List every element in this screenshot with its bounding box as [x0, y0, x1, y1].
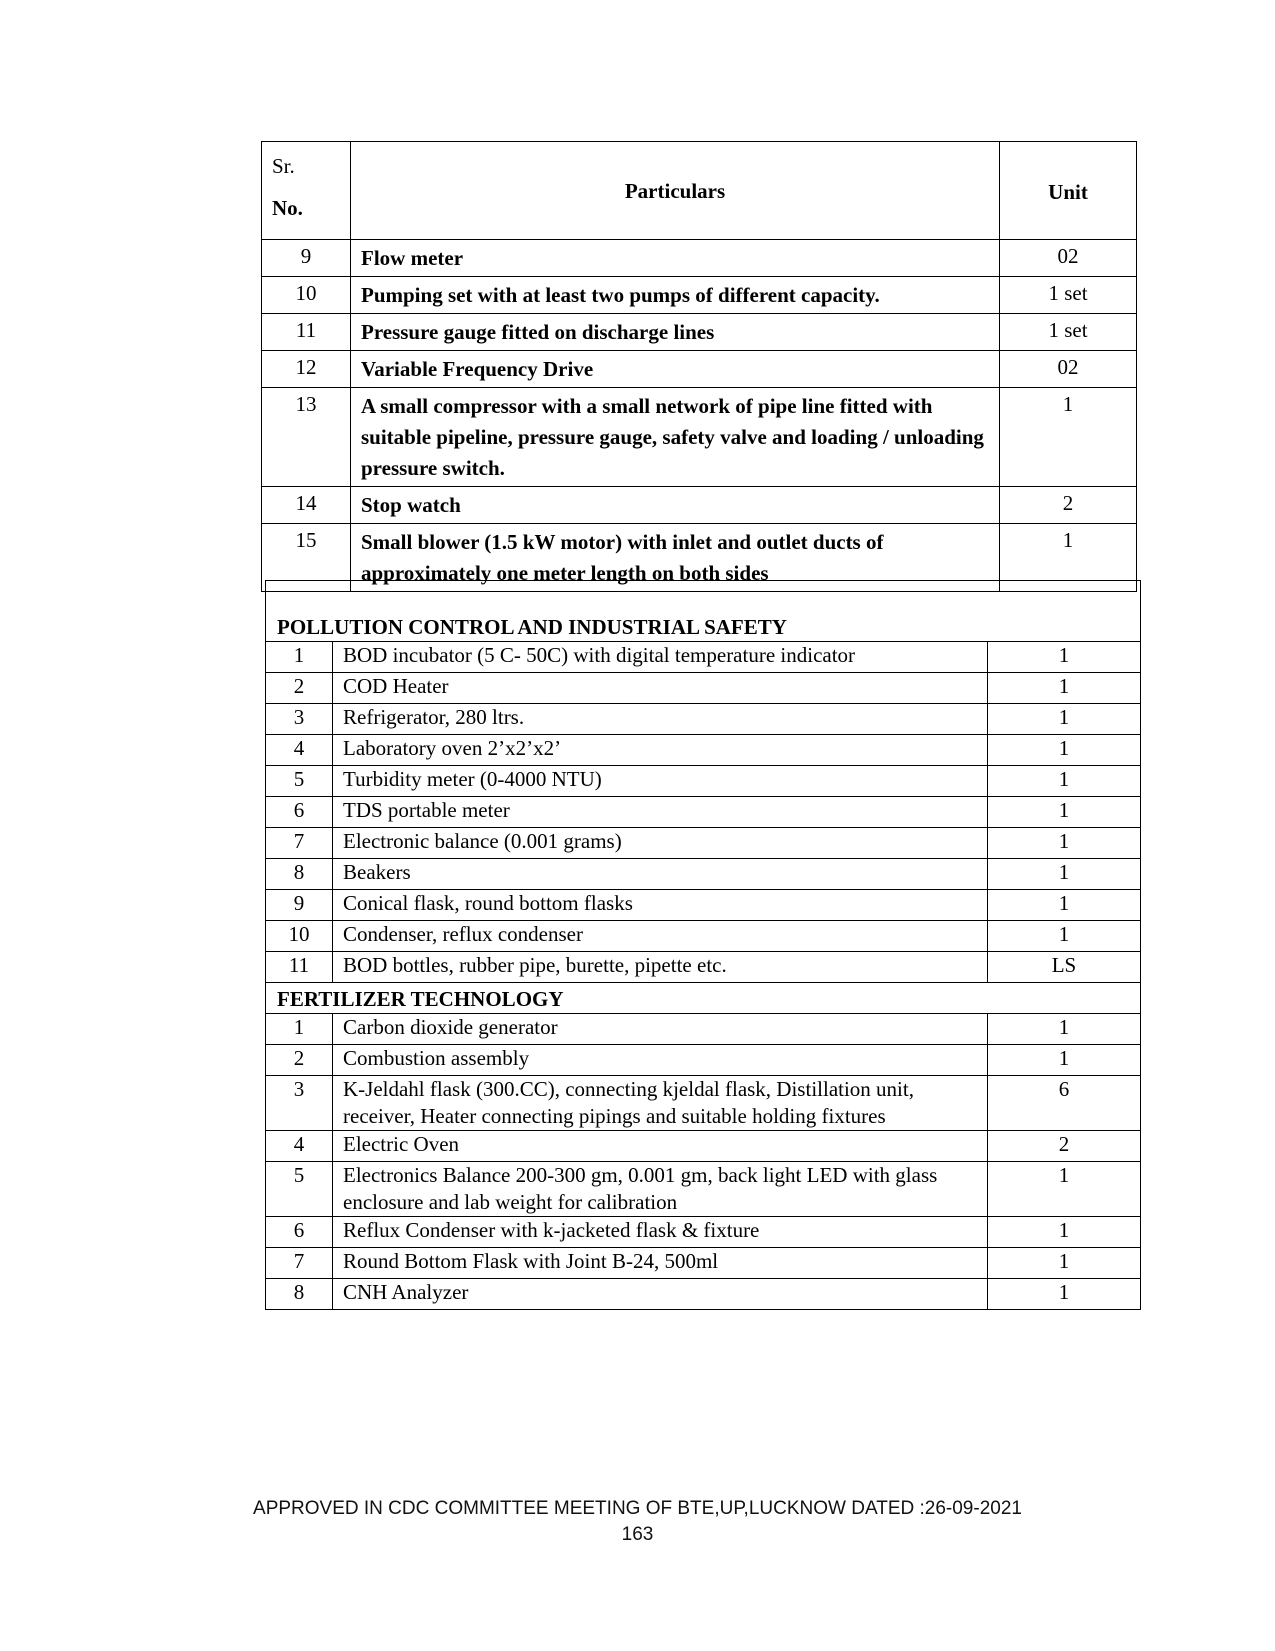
- unit-cell: 1: [988, 1045, 1141, 1076]
- table-row: [266, 1162, 1141, 1217]
- particulars-cell: Carbon dioxide generator: [333, 1014, 988, 1045]
- table-row: [266, 704, 1141, 735]
- header-no-label: No.: [272, 196, 303, 220]
- particulars-cell: Round Bottom Flask with Joint B-24, 500ml: [333, 1248, 988, 1279]
- table-row: [266, 673, 1141, 704]
- sr-cell: 2: [266, 1045, 333, 1076]
- table-row: [266, 859, 1141, 890]
- page-number: 163: [621, 1524, 654, 1545]
- sr-cell: 13: [262, 388, 351, 487]
- approval-footer: APPROVED IN CDC COMMITTEE MEETING OF BTE,UP,LUCKNOW DATED :26-09-2021: [253, 1498, 1022, 1519]
- particulars-cell: Condenser, reflux condenser: [333, 921, 988, 952]
- sr-cell: 10: [266, 921, 333, 952]
- unit-cell: 1: [988, 859, 1141, 890]
- sr-cell: 9: [262, 240, 351, 277]
- table-row: [266, 642, 1141, 673]
- table-row: [266, 921, 1141, 952]
- table-row: [262, 314, 1137, 351]
- sr-cell: 5: [266, 766, 333, 797]
- section-heading-row: [266, 581, 1141, 642]
- table-row: [266, 797, 1141, 828]
- unit-cell: 1 set: [1000, 314, 1137, 351]
- particulars-cell: Stop watch: [351, 487, 1000, 524]
- particulars-cell: Beakers: [333, 859, 988, 890]
- unit-cell: 1: [988, 890, 1141, 921]
- sr-cell: 10: [262, 277, 351, 314]
- sr-cell: 6: [266, 1217, 333, 1248]
- particulars-cell: CNH Analyzer: [333, 1279, 988, 1310]
- unit-cell: 1: [988, 766, 1141, 797]
- sr-cell: 14: [262, 487, 351, 524]
- sr-cell: 11: [262, 314, 351, 351]
- unit-cell: 02: [1000, 240, 1137, 277]
- unit-cell: 1: [988, 1248, 1141, 1279]
- sr-cell: 3: [266, 1076, 333, 1131]
- unit-cell: LS: [988, 952, 1141, 983]
- header-sr-label: Sr.: [272, 154, 295, 178]
- unit-cell: 1: [988, 828, 1141, 859]
- unit-cell: 1: [988, 642, 1141, 673]
- sr-cell: 1: [266, 642, 333, 673]
- table-row: [266, 1076, 1141, 1131]
- sr-cell: 4: [266, 735, 333, 766]
- sr-cell: 15: [262, 524, 351, 592]
- header-particulars: Particulars: [351, 142, 1000, 240]
- table-row: [266, 1217, 1141, 1248]
- particulars-cell: BOD bottles, rubber pipe, burette, pipette etc.: [333, 952, 988, 983]
- section-title-pollution: POLLUTION CONTROL AND INDUSTRIAL SAFETY: [266, 581, 1141, 642]
- particulars-cell: Refrigerator, 280 ltrs.: [333, 704, 988, 735]
- unit-cell: 1: [988, 673, 1141, 704]
- table-row: [262, 351, 1137, 388]
- unit-cell: 1: [1000, 524, 1137, 592]
- particulars-cell: A small compressor with a small network of pipe line fitted with suitable pipeline, pressure gauge, safety valve and loading / unloading pressure switch.: [351, 388, 1000, 487]
- particulars-cell: Flow meter: [351, 240, 1000, 277]
- particulars-cell: Turbidity meter (0-4000 NTU): [333, 766, 988, 797]
- sr-cell: 7: [266, 1248, 333, 1279]
- unit-cell: 1: [988, 1217, 1141, 1248]
- table-row: [266, 1014, 1141, 1045]
- unit-cell: 1: [1000, 388, 1137, 487]
- sr-cell: 5: [266, 1162, 333, 1217]
- sr-cell: 8: [266, 859, 333, 890]
- particulars-cell: Pumping set with at least two pumps of different capacity.: [351, 277, 1000, 314]
- unit-cell: 1: [988, 797, 1141, 828]
- equipment-table: [261, 141, 1137, 592]
- sr-cell: 4: [266, 1131, 333, 1162]
- unit-cell: 6: [988, 1076, 1141, 1131]
- lab-equipment-table: [265, 580, 1141, 1310]
- table-row: [262, 388, 1137, 487]
- particulars-cell: Pressure gauge fitted on discharge lines: [351, 314, 1000, 351]
- particulars-cell: Electronic balance (0.001 grams): [333, 828, 988, 859]
- table-row: [266, 1248, 1141, 1279]
- table-row: [266, 828, 1141, 859]
- table-row: [266, 1045, 1141, 1076]
- sr-cell: 3: [266, 704, 333, 735]
- particulars-cell: Small blower (1.5 kW motor) with inlet and outlet ducts of approximately one meter length on both sides: [351, 524, 1000, 592]
- unit-cell: 1: [988, 1162, 1141, 1217]
- table-row: [266, 1131, 1141, 1162]
- sr-cell: 8: [266, 1279, 333, 1310]
- particulars-cell: Laboratory oven 2’x2’x2’: [333, 735, 988, 766]
- table-row: [262, 240, 1137, 277]
- table-row: [266, 952, 1141, 983]
- unit-cell: 2: [988, 1131, 1141, 1162]
- sr-cell: 1: [266, 1014, 333, 1045]
- sr-cell: 2: [266, 673, 333, 704]
- table-header-row: [262, 142, 1137, 240]
- particulars-cell: K-Jeldahl flask (300.CC), connecting kjeldal flask, Distillation unit, receiver, Heater connecting pipings and suitable holding fixtures: [333, 1076, 988, 1131]
- particulars-cell: COD Heater: [333, 673, 988, 704]
- unit-cell: 1 set: [1000, 277, 1137, 314]
- unit-cell: 1: [988, 1279, 1141, 1310]
- sr-cell: 6: [266, 797, 333, 828]
- table-row: [262, 277, 1137, 314]
- particulars-cell: Variable Frequency Drive: [351, 351, 1000, 388]
- header-unit: Unit: [1000, 142, 1137, 240]
- unit-cell: 1: [988, 704, 1141, 735]
- table-row: [266, 890, 1141, 921]
- sr-cell: 7: [266, 828, 333, 859]
- sr-cell: 9: [266, 890, 333, 921]
- particulars-cell: Combustion assembly: [333, 1045, 988, 1076]
- section-heading-row: [266, 983, 1141, 1014]
- particulars-cell: TDS portable meter: [333, 797, 988, 828]
- header-sr-no: [262, 142, 351, 240]
- section-title-fertilizer: FERTILIZER TECHNOLOGY: [266, 983, 1141, 1014]
- particulars-cell: BOD incubator (5 C- 50C) with digital temperature indicator: [333, 642, 988, 673]
- table-row: [266, 766, 1141, 797]
- unit-cell: 02: [1000, 351, 1137, 388]
- sr-cell: 11: [266, 952, 333, 983]
- particulars-cell: Electronics Balance 200-300 gm, 0.001 gm, back light LED with glass enclosure and lab weight for calibration: [333, 1162, 988, 1217]
- unit-cell: 2: [1000, 487, 1137, 524]
- unit-cell: 1: [988, 921, 1141, 952]
- table-row: [262, 487, 1137, 524]
- particulars-cell: Electric Oven: [333, 1131, 988, 1162]
- sr-cell: 12: [262, 351, 351, 388]
- unit-cell: 1: [988, 735, 1141, 766]
- table-row: [266, 735, 1141, 766]
- table-row: [266, 1279, 1141, 1310]
- unit-cell: 1: [988, 1014, 1141, 1045]
- particulars-cell: Reflux Condenser with k-jacketed flask & fixture: [333, 1217, 988, 1248]
- particulars-cell: Conical flask, round bottom flasks: [333, 890, 988, 921]
